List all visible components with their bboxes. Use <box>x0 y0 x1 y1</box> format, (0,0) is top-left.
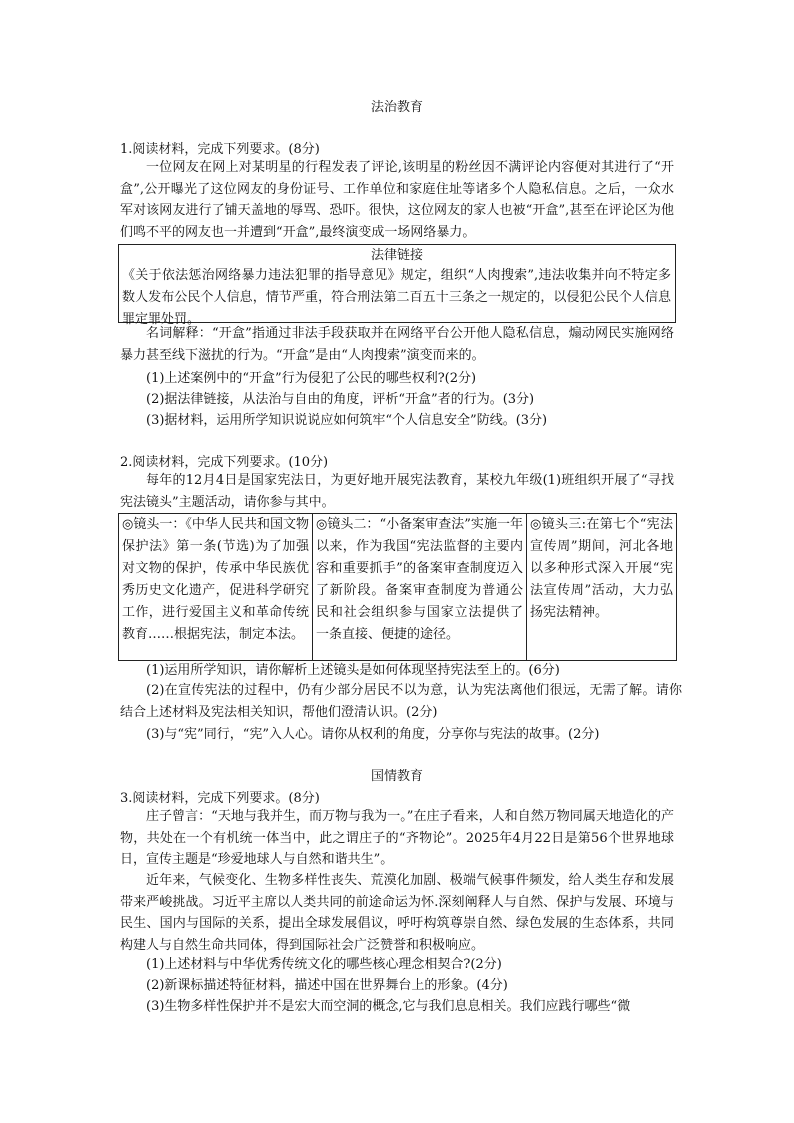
q1-material: 一位网友在网上对某明星的行程发表了评论,该明星的粉丝因不满评论内容便对其进行了“开盒”,公开曝光了这位网友的身份证号、工作单位和家庭住址等诸多个人隐私信息。之后，一众水军对该网友进行了铺天盖地的辱骂、恐吓。很快，这位网友的家人也被“开盒”,甚至在评论区为他们鸣不平的网友也一并遭到“开盒”,最终演变成一场网络暴力。 <box>120 160 674 240</box>
q2-heading: 2.阅读材料，完成下列要求。(10分) <box>120 455 329 470</box>
q2-sub2: (2)在宣传宪法的过程中，仍有少部分居民不以为意，认为宪法离他们很远，无需了解。请你结合上述材料及宪法相关知识，帮他们澄清认识。(2分) <box>120 683 682 720</box>
q1-term-explanation: 名词解释：“开盒”指通过非法手段获取并在网络平台公开他人隐私信息，煽动网民实施网络暴力甚至线下滋扰的行为。“开盒”是由“人肉搜索”演变而来的。 <box>120 326 674 363</box>
q3-sub3: (3)生物多样性保护并不是宏大而空洞的概念,它与我们息息相关。我们应践行哪些“微 <box>146 999 631 1014</box>
q2-lens-table <box>118 513 677 661</box>
q3-paragraph-2: 近年来，气候变化、生物多样性丧失、荒漠化加剧、极端气候事件频发，给人类生存和发展带来严峻挑战。习近平主席以人类共同的前途命运为怀.深刻阐释人与自然、保护与发展、环境与民生、国内与国际的关系，提出全球发展倡议，呼吁构筑尊崇自然、绿色发展的生态体系，共同构建人与自然生命共同体，得到国际社会广泛赞誉和积极响应。 <box>120 873 674 953</box>
section-title-rule-of-law: 法治教育 <box>370 100 423 115</box>
q2-lens-1: ◎镜头一：《中华人民共和国文物保护法》第一条(节选)为了加强对文物的保护，传承中华民族优秀历史文化遗产，促进科学研究工作，进行爱国主义和革命传统教育……根据宪法，制定本法。 <box>119 514 313 661</box>
q2-sub1: (1)运用所学知识，请你解析上述镜头是如何体现坚持宪法至上的。(6分) <box>146 663 560 678</box>
q1-sub2: (2)据法律链接，从法治与自由的角度，评析“开盒”者的行为。(3分) <box>146 392 535 407</box>
q1-sub3: (3)据材料，运用所学知识说说应如何筑牢“个人信息安全”防线。(3分) <box>146 413 548 428</box>
q2-sub3: (3)与“宪”同行，“宪”入人心。请你从权利的角度，分享你与宪法的故事。(2分) <box>146 727 600 742</box>
q3-sub2: (2)新课标描述特征材料，描述中国在世界舞台上的形象。(4分) <box>146 978 508 993</box>
q3-sub1: (1)上述材料与中华优秀传统文化的哪些核心理念相契合?(2分) <box>146 957 502 972</box>
section-title-national: 国情教育 <box>370 769 423 784</box>
q2-lens-2: ◎镜头二：“小备案审查法”实施一年以来，作为我国“宪法监督的主要内容和重要抓手”的备案审查制度迈入了新阶段。备案审查制度为普通公民和社会组织参与国家立法提供了一条直接、便捷的途径。 <box>313 514 527 661</box>
q1-law-link-box <box>118 244 676 327</box>
q1-law-link-text: 《关于依法惩治网络暴力违法犯罪的指导意见》规定，组织“人肉搜索”,违法收集并向不特定多数人发布公民个人信息，情节严重，符合刑法第二百五十三条之一规定的，以侵犯公民个人信息罪定罪处罚。 <box>122 268 671 327</box>
q2-lens-3: ◎镜头三:在第七个“宪法宣传周”期间，河北各地以多种形式深入开展“宪法宣传周”活动，大力弘扬宪法精神。 <box>527 514 677 661</box>
q1-law-link-title: 法律链接 <box>370 248 423 263</box>
q1-sub1: (1)上述案例中的“开盒”行为侵犯了公民的哪些权利?(2分) <box>146 371 477 386</box>
q2-intro: 每年的12月4日是国家宪法日，为更好地开展宪法教育，某校九年级(1)班组织开展了“寻找宪法镜头”主题活动，请你参与其中。 <box>120 473 674 510</box>
q3-heading: 3.阅读材料，完成下列要求。(8分) <box>120 791 320 806</box>
q1-heading: 1.阅读材料，完成下列要求。(8分) <box>120 142 320 157</box>
q3-paragraph-1: 庄子曾言：“天地与我并生，而万物与我为一。”在庄子看来，人和自然万物同属天地造化的产物，共处在一个有机统一体当中，此之谓庄子的“齐物论”。2025年4月22日是第56个世界地球日，宣传主题是“珍爱地球人与自然和谐共生”。 <box>120 809 674 867</box>
